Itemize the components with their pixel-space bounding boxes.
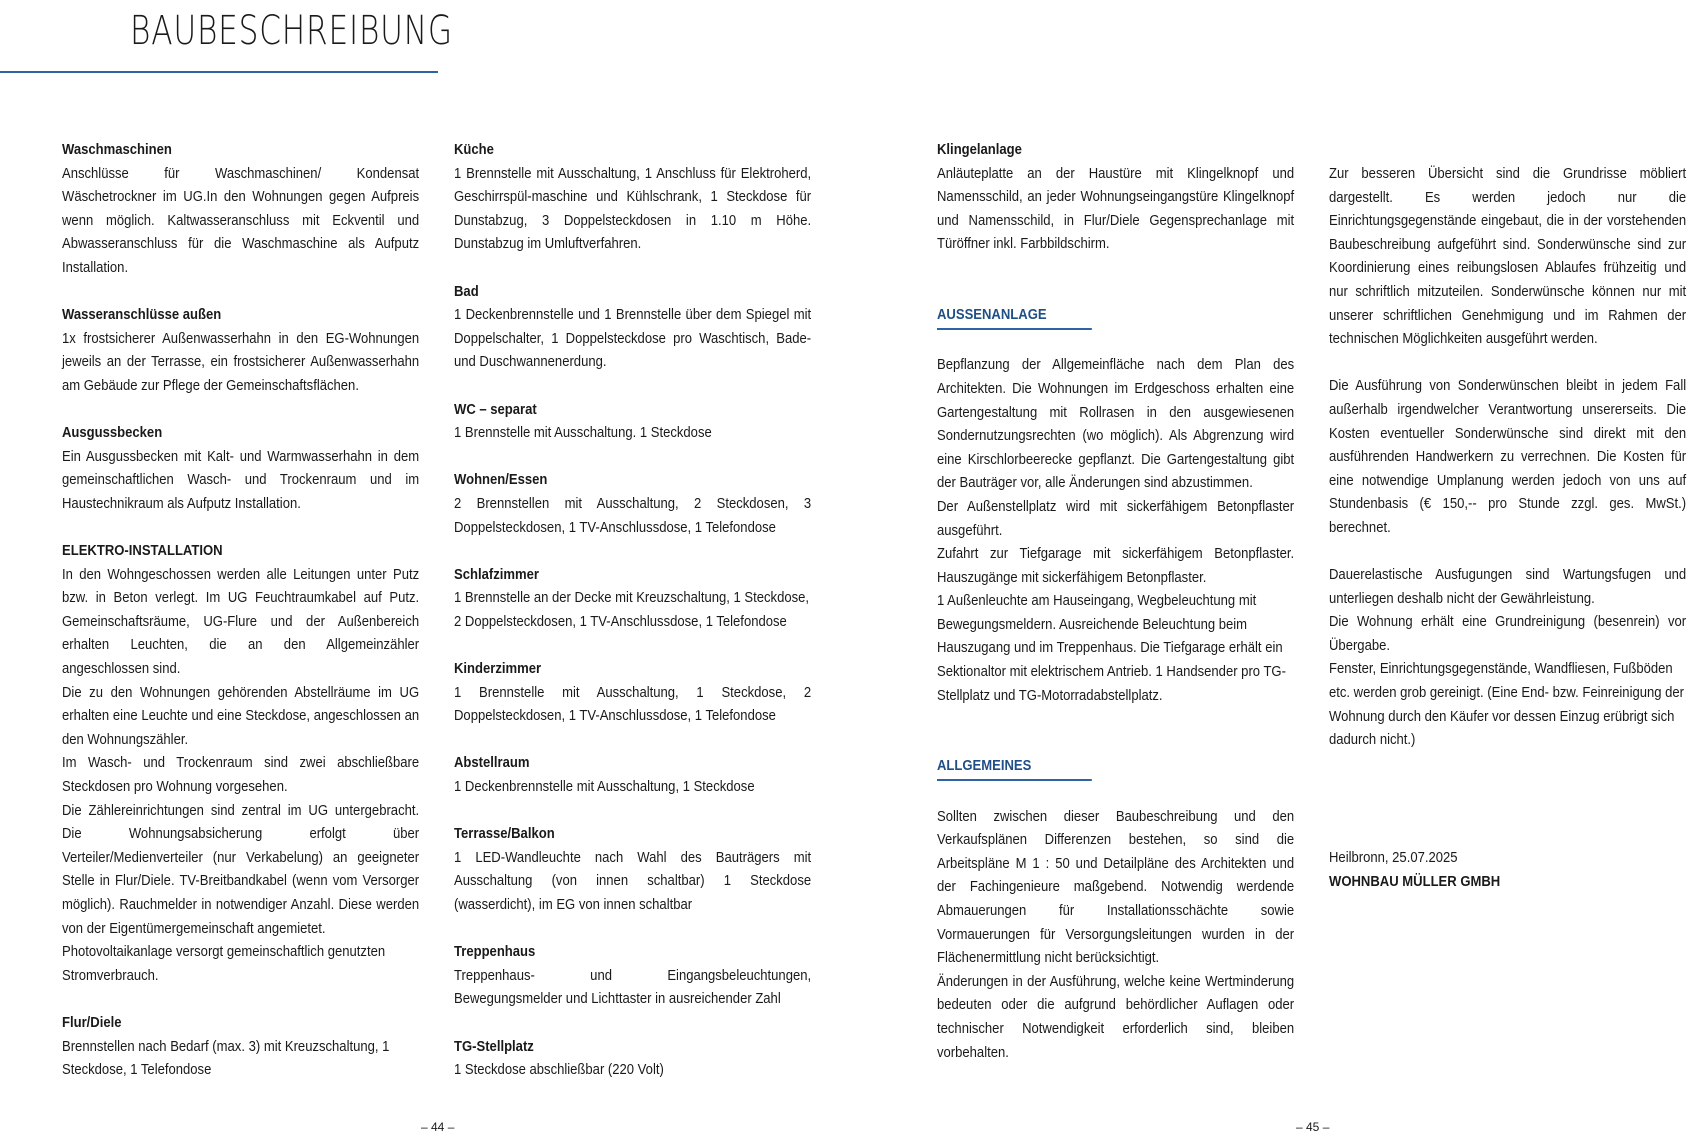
section-paragraph: Im Wasch- und Trockenraum sind zwei abschließbare Steckdosen pro Wohnung vorgesehen. [62,754,420,796]
section-kueche [454,138,811,256]
section-title: Flur/Diele [62,1013,122,1031]
paragraph-sonderwuensche: Die Ausführung von Sonderwünschen bleibt in jedem Fall außerhalb irgendwelcher Verantwortung unsererseits. Die Kosten eventueller Sonderwünsche sind direkt mit den ausführenden Handwerkern zu verrechnen. Die Kosten für eine notwendige Umplanung werden jedoch von uns auf Stundenbasis (€ 150,-- pro Stunde zzgl. ges. MwSt.) berechnet. [1329,377,1687,536]
section-klingelanlage [937,138,1294,256]
document-title: BAUBESCHREIBUNG [130,8,453,54]
section-title: Waschmaschinen [62,141,172,158]
section-text: 1 Brennstelle mit Ausschaltung, 1 Steckdose, 2 Doppelsteckdosen, 1 TV-Anschlussdose, 1 Telefondose [454,683,812,725]
section-paragraph: Zufahrt zur Tiefgarage mit sickerfähigem Betonpflaster. Hauszugänge mit sickerfähigem Betonpflaster. [937,545,1295,586]
section-heading-allgemeines: ALLGEMEINES [937,754,1092,781]
section-text: Anschlüsse für Waschmaschinen/ Kondensat Wäschetrockner im UG.In den Wohnungen gegen Aufpreis wenn möglich. Kaltwasseranschluss mit Eckventil und Abwasseranschluss für die Waschmaschine als Aufputz Installation. [62,164,420,276]
section-title: WC – separat [454,400,537,418]
section-wasseranschluesse [62,303,419,397]
section-paragraph: Die Zählereinrichtungen sind zentral im UG untergebracht. Die Wohnungsabsicherung erfolgt über Verteiler/Medienverteiler (nur Verkabelung) an geeigneter Stelle in Flur/Diele. TV-Breitbandkabel (wenn vom Versorger möglich). Rauchmelder in notwendiger Anzahl. Diese werden von der Eigentümergemeinschaft angemietet. [62,801,420,937]
section-text: 1 Steckdose abschließbar (220 Volt) [454,1061,664,1079]
page-number-left: – 44 – [421,1120,455,1134]
page-number-right: – 45 – [1296,1120,1330,1134]
section-schlafzimmer [454,563,811,634]
section-paragraph: Sollten zwischen dieser Baubeschreibung und den Verkaufsplänen Differenzen bestehen, so sind die Arbeitspläne M 1 : 50 und Detailpläne des Architekten und der Fachingenieure maßgebend. Notwendig werdende Abmauerungen für Installationsschächte sowie Vormauerungen für Versorgungsleitungen wurden in der Flächenermittlung nicht berücksichtigt. [937,807,1295,967]
title-underline [0,71,438,73]
section-text: 2 Brennstellen mit Ausschaltung, 2 Steckdosen, 3 Doppelsteckdosen, 1 TV-Anschlussdose, 1 Telefondose [454,494,812,536]
section-text: 1 Brennstelle mit Ausschaltung, 1 Anschluss für Elektroherd, Geschirrspül-maschine und Kühlschrank, 1 Steckdose für Dunstabzug, 3 Doppelsteckdosen in 1.10 m Höhe. Dunstabzug im Umluftverfahren. [454,164,812,253]
section-text: 1 Deckenbrennstelle mit Ausschaltung, 1 Steckdose [454,778,755,796]
section-title: Ausgussbecken [62,424,163,442]
section-wohnen-essen [454,468,811,539]
section-title: Abstellraum [454,754,530,772]
section-text: 1 Deckenbrennstelle und 1 Brennstelle über dem Spiegel mit Doppelschalter, 1 Doppelsteckdose pro Waschtisch, Bade- und Duschwannenerdung. [454,306,812,371]
section-waschmaschinen [62,138,419,280]
section-wc-separat [454,398,811,445]
paragraph-ausfugungen: Dauerelastische Ausfugungen sind Wartungsfugen und unterliegen deshalb nicht der Gewährleistung. [1329,566,1687,607]
section-title: Wohnen/Essen [454,471,548,489]
section-title: Bad [454,282,479,300]
section-aussenanlage [937,303,1294,707]
section-title: Treppenhaus [454,943,536,961]
signature-company: WOHNBAU MÜLLER GMBH [1329,872,1501,890]
section-title: Wasseranschlüsse außen [62,306,222,324]
section-paragraph: Die zu den Wohnungen gehörenden Abstellräume im UG erhalten eine Leuchte und eine Steckdose, angeschlossen an den Wohnungszähler. [62,683,420,748]
section-terrasse-balkon [454,822,811,916]
section-text: 1 LED-Wandleuchte nach Wahl des Bauträgers mit Ausschaltung (von innen schaltbar) 1 Steckdose (wasserdicht), im EG von innen schaltbar [454,848,812,913]
section-title: ELEKTRO-INSTALLATION [62,542,223,560]
left-page-column-2 [454,138,812,1105]
left-page-column-1 [62,138,420,1105]
section-abstellraum [454,751,811,798]
section-title: Terrasse/Balkon [454,825,555,843]
paragraph-grundrisse: Zur besseren Übersicht sind die Grundrisse möbliert dargestellt. Es werden jedoch nur die Einrichtungsgegenstände eingebaut, die in der vorstehenden Baubeschreibung aufgeführt sind. Sonderwünsche sind zur Koordinierung eines reibungslosen Ablaufes frühzeitig und nur schriftlich mitzuteilen. Sonderwünsche können nur mit unserer schriftlichen Genehmigung und im Rahmen der technischen Möglichkeiten ausgeführt werden. [1329,165,1687,348]
section-tg-stellplatz [454,1035,811,1082]
section-elektro-installation [62,539,419,987]
section-title: Klingelanlage [937,141,1022,158]
section-text: 1x frostsicherer Außenwasserhahn in den EG-Wohnungen jeweils an der Terrasse, ein frostsicherer Außenwasserhahn am Gebäude zur Pflege der Gemeinschaftsflächen. [62,329,420,394]
section-paragraph: Bepflanzung der Allgemeinfläche nach dem Plan des Architekten. Die Wohnungen im Erdgeschoss erhalten eine Gartengestaltung mit Rollrasen in den ausgewiesenen Sondernutzungsrechten (wo möglich). Als Abgrenzung wird eine Kirschlorbeerecke gepflanzt. Die Gartengestaltung gibt der Bauträger vor, alle Änderungen sind abzustimmen. [937,356,1295,492]
section-kinderzimmer [454,657,811,728]
section-flur-diele [62,1011,419,1082]
section-paragraph: 1 Außenleuchte am Hauseingang, Wegbeleuchtung mit Bewegungsmeldern. Ausreichende Beleuchtung beim Hauszugang und im Treppenhaus. Die Tiefgarage erhält ein Sektionaltor mit elektrischem Antrieb. 1 Handsender pro TG-Stellplatz und TG-Motorradabstellplatz. [937,592,1286,704]
section-bad [454,280,811,374]
section-text: Brennstellen nach Bedarf (max. 3) mit Kreuzschaltung, 1 Steckdose, 1 Telefondose [62,1037,390,1079]
right-page-column-1 [937,138,1295,1064]
signature-place-date: Heilbronn, 25.07.2025 [1329,849,1458,867]
right-page-column-2 [1329,162,1687,893]
section-title: Schlafzimmer [454,565,539,583]
section-allgemeines [937,754,1294,1064]
section-text: Treppenhaus- und Eingangsbeleuchtungen, Bewegungsmelder und Lichttaster in ausreichender Zahl [454,966,812,1008]
section-paragraph: Änderungen in der Ausführung, welche keine Wertminderung bedeuten oder die aufgrund behördlicher Auflagen oder technischer Notwendigkeit erforderlich sind, bleiben vorbehalten. [937,972,1295,1061]
section-heading-aussenanlage: AUSSENANLAGE [937,303,1092,330]
paragraph-grundreinigung: Die Wohnung erhält eine Grundreinigung (besenrein) vor Übergabe. [1329,613,1687,654]
section-title: TG-Stellplatz [454,1037,534,1055]
section-title: Kinderzimmer [454,660,542,678]
section-paragraph: In den Wohngeschossen werden alle Leitungen unter Putz bzw. in Beton verlegt. Im UG Feuchtraumkabel auf Putz. Gemeinschaftsräume, UG-Flure und der Außenbereich erhalten Leuchten, die an den Allgemeinzähler angeschlossen sind. [62,565,420,678]
section-treppenhaus [454,940,811,1011]
section-title: Küche [454,141,494,158]
section-ausgussbecken [62,421,419,515]
section-text: Anläuteplatte an der Haustüre mit Klingelknopf und Namensschild, an jeder Wohnungseingangstüre Klingelknopf und Namensschild, in Flur/Diele Gegensprechanlage mit Türöffner inkl. Farbbildschirm. [937,164,1295,253]
section-text: Ein Ausgussbecken mit Kalt- und Warmwasserhahn in dem gemeinschaftlichen Wasch- und Trockenraum und im Haustechnikraum als Aufputz Installation. [62,447,420,512]
section-text: 1 Brennstelle an der Decke mit Kreuzschaltung, 1 Steckdose, 2 Doppelsteckdosen, 1 TV-Anschlussdose, 1 Telefondose [454,589,810,630]
paragraph-reinigung: Fenster, Einrichtungsgegenstände, Wandfliesen, Fußböden etc. werden grob gereinigt. (Eine End- bzw. Feinreinigung der Wohnung durch den Käufer vor dessen Einzug erübrigt sich dadurch nicht.) [1329,660,1685,749]
section-text: 1 Brennstelle mit Ausschaltung. 1 Steckdose [454,424,712,442]
section-paragraph: Photovoltaikanlage versorgt gemeinschaftlich genutzten Stromverbrauch. [62,943,386,984]
section-paragraph: Der Außenstellplatz wird mit sickerfähigem Betonpflaster ausgeführt. [937,497,1295,539]
